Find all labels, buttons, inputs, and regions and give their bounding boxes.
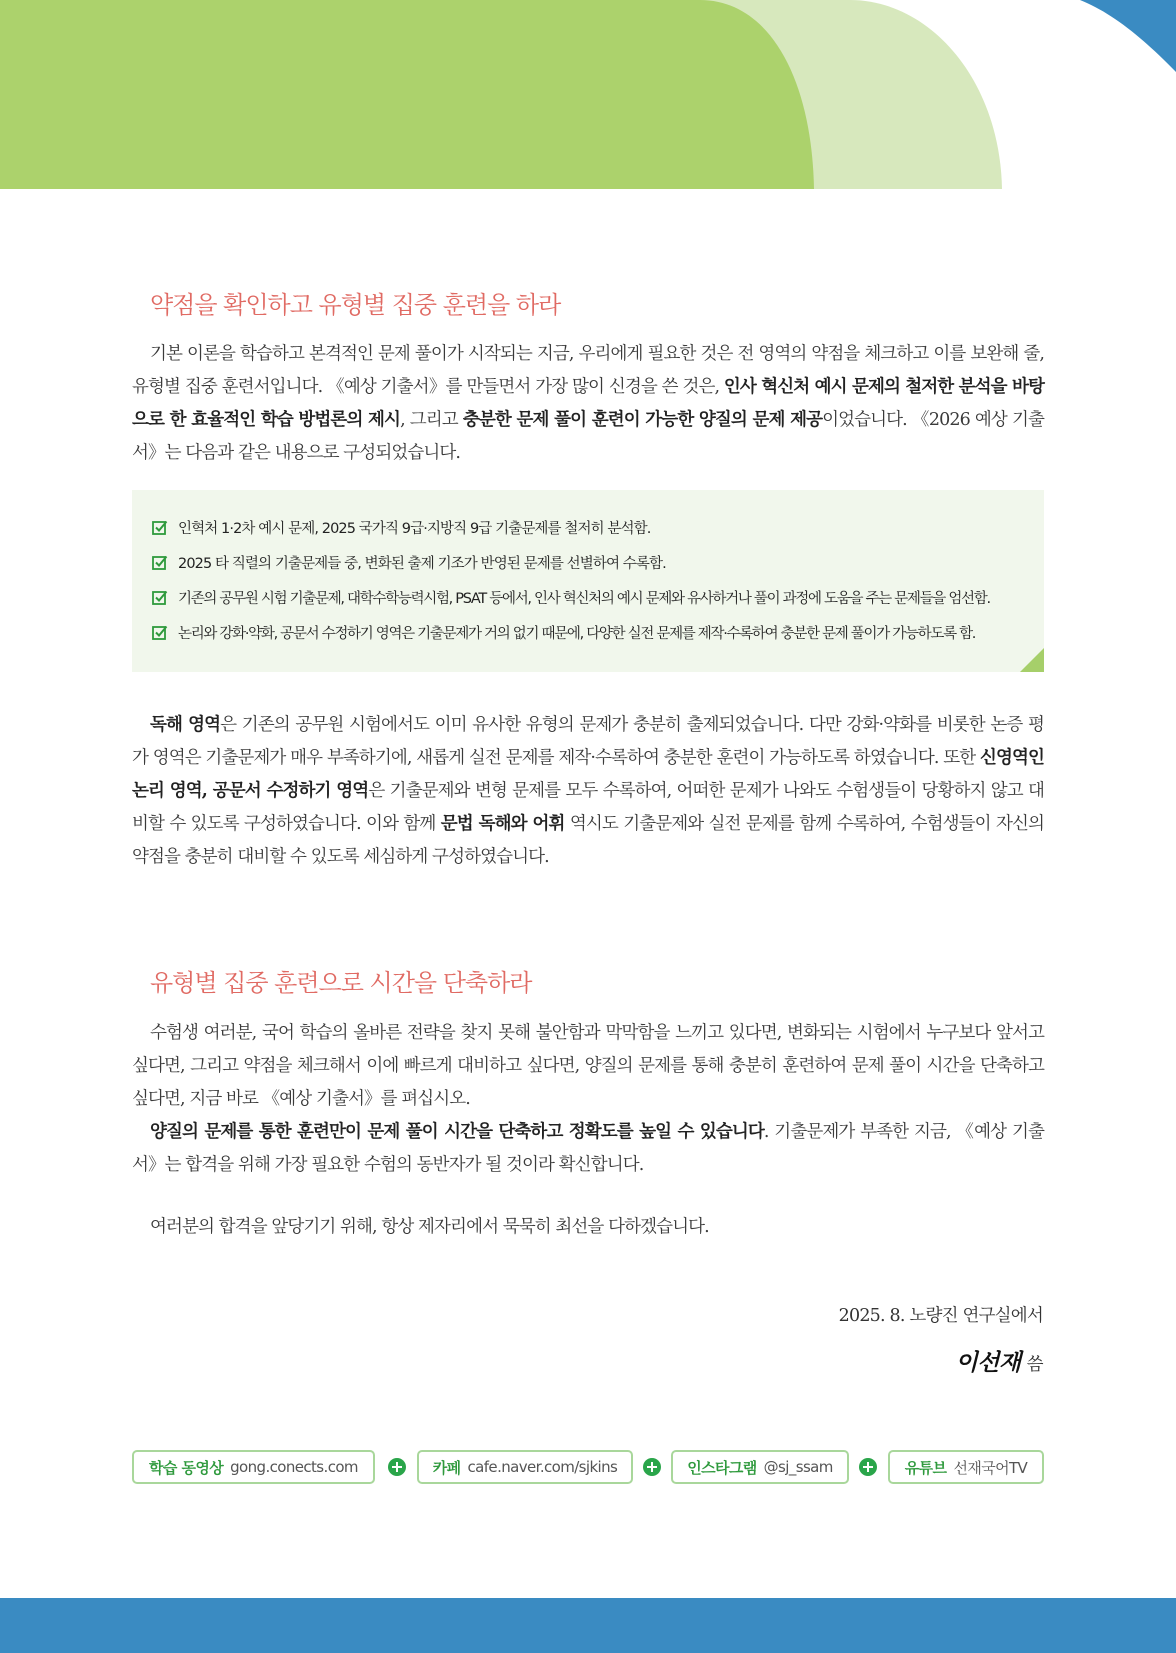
signature-date-place: 2025. 8. 노량진 연구실에서 [838,1306,1043,1326]
section-1-title: 약점을 확인하고 유형별 집중 훈련을 하라 [150,291,561,319]
footer-bar [0,1598,1176,1653]
link-label: 유튜브 [904,1458,947,1477]
link-value: gong.conects.com [230,1458,358,1476]
dark-green-arc [0,0,814,189]
plus-icon [643,1458,661,1476]
link-video-lectures[interactable] [132,1450,375,1484]
checklist-item-text: 2025 타 직렬의 기출문제들 중, 변화된 출제 기조가 반영된 문제를 선별하여 수록함. [178,556,666,572]
emphasis-text: 문법 독해와 어휘 [440,814,565,834]
emphasis-text: 독해 영역 [150,715,221,735]
link-label: 학습 동영상 [149,1458,224,1477]
checklist-item [152,545,1044,580]
emphasis-text: 양질의 문제를 통한 훈련만이 문제 풀이 시간을 단축하고 정확도를 높일 수 있습니다 [150,1122,764,1142]
checklist-item-text: 인혁처 1·2차 예시 문제, 2025 국가직 9급·지방직 9급 기출문제를 철저히 분석함. [178,521,651,537]
checkbox-icon [152,555,168,571]
section-2-paragraph-3: 여러분의 합격을 앞당기기 위해, 항상 제자리에서 묵묵히 최선을 다하겠습니다. [150,1217,709,1237]
checklist-item-text: 기존의 공무원 시험 기출문제, 대학수학능력시험, PSAT 등에서, 인사 혁신처의 예시 문제와 유사하거나 풀이 과정에 도움을 주는 문제들을 엄선함. [178,591,990,607]
link-value: cafe.naver.com/sjkins [467,1458,618,1476]
link-cafe[interactable] [417,1450,633,1484]
page-fold-corner [1020,648,1044,672]
checklist-item [152,615,1044,650]
link-label: 인스타그램 [687,1458,757,1477]
link-label: 카페 [432,1458,461,1477]
link-value: 선재국어TV [953,1458,1028,1477]
feature-checklist-box [132,490,1044,672]
feature-checklist [132,490,1044,650]
plus-icon [388,1458,406,1476]
channel-links [132,1450,1044,1484]
checklist-item [152,510,1044,545]
link-value: @sj_ssam [763,1458,833,1476]
checklist-item-text: 논리와 강화·약화, 공문서 수정하기 영역은 기출문제가 거의 없기 때문에, 다양한 실전 문제를 제작·수록하여 충분한 문제 풀이가 가능하도록 함. [178,626,976,642]
section-1-intro: 기본 이론을 학습하고 본격적인 문제 풀이가 시작되는 지금, 우리에게 필요한 것은 전 영역의 약점을 체크하고 이를 보완해 줄, 유형별 집중 훈련서입니다. 《예상 기출서》를 만들면서 가장 많이 신경을 쓴 것은, 인사 혁신처 예시 문제의 철저한 분석을 바탕으로 한 효율적인 학습 방법론의 제시, 그리고 충분한 문제 풀이 훈련이 가능한 양질의 문제 제공이었습니다. 《2026 예상 기출서》는 다음과 같은 내용으로 구성되었습니다. [132,344,1045,463]
section-2-paragraph-1: 수험생 여러분, 국어 학습의 올바른 전략을 찾지 못해 불안함과 막막함을 느끼고 있다면, 변화되는 시험에서 누구보다 앞서고 싶다면, 그리고 약점을 체크해서 이에 빠르게 대비하고 싶다면, 양질의 문제를 통해 충분히 훈련하여 문제 풀이 시간을 단축하고 싶다면, 지금 바로 《예상 기출서》를 펴십시오. [132,1023,1044,1109]
header-decoration [0,0,1176,200]
section-2-title: 유형별 집중 훈련으로 시간을 단축하라 [150,969,532,997]
section-1-body: 독해 영역은 기존의 공무원 시험에서도 이미 유사한 유형의 문제가 충분히 출제되었습니다. 다만 강화·약화를 비롯한 논증 평가 영역은 기출문제가 매우 부족하기에, 새롭게 실전 문제를 제작·수록하여 충분한 훈련이 가능하도록 하였습니다. 또한 신영역인 논리 영역, 공문서 수정하기 영역은 기출문제와 변형 문제를 모두 수록하여, 어떠한 문제가 나와도 수험생들이 당황하지 않고 대비할 수 있도록 구성하였습니다. 이와 함께 문법 독해와 어휘 역시도 기출문제와 실전 문제를 함께 수록하여, 수험생들이 자신의 약점을 충분히 대비할 수 있도록 세심하게 구성하였습니다. [132,715,1044,867]
signature [955,1344,1043,1377]
author-name: 이선재 [955,1350,1021,1376]
emphasis-text: 인사 혁신처 예시 문제의 철저한 분석을 바탕으로 한 효율적인 학습 방법론의 제시 [132,377,1045,430]
emphasis-text: 충분한 문제 풀이 훈련이 가능한 양질의 문제 제공 [462,410,823,430]
checklist-item [152,580,1044,615]
checkbox-icon [152,520,168,536]
plus-icon [859,1458,877,1476]
checkbox-icon [152,590,168,606]
blue-corner-arc [1080,0,1176,72]
section-2-paragraph-2: 양질의 문제를 통한 훈련만이 문제 풀이 시간을 단축하고 정확도를 높일 수 있습니다. 기출문제가 부족한 지금, 《예상 기출서》는 합격을 위해 가장 필요한 수험의 동반자가 될 것이라 확신합니다. [132,1122,1044,1175]
emphasis-text: 신영역인 논리 영역, 공문서 수정하기 영역 [132,748,1044,801]
checkbox-icon [152,625,168,641]
signature-suffix: 씀 [1026,1355,1043,1375]
link-instagram[interactable] [671,1450,849,1484]
link-youtube[interactable] [888,1450,1044,1484]
